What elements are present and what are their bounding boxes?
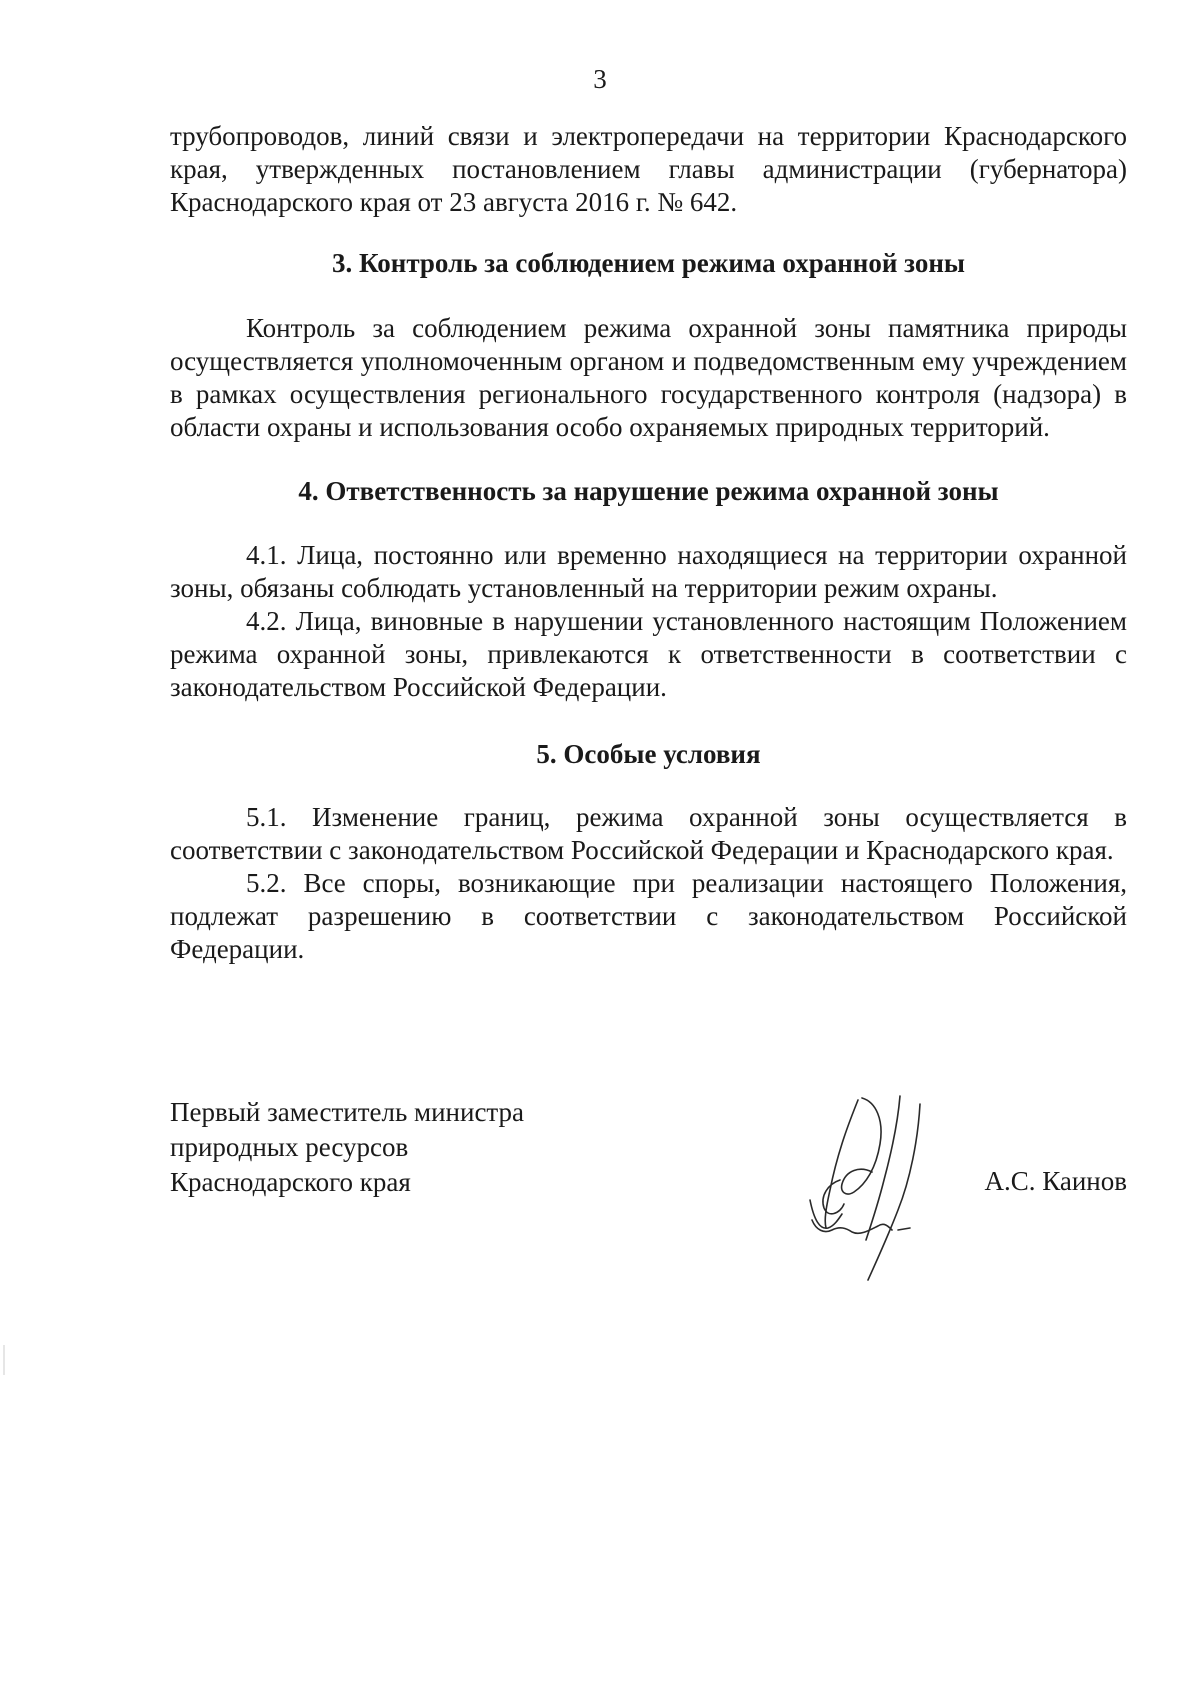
signatory-title-line: природных ресурсов — [170, 1132, 409, 1162]
section-5-2-paragraph: 5.2. Все споры, возникающие при реализации настоящего Положения, подлежат разрешению в соответствии с законодательством Российской Федерации. — [170, 868, 1127, 964]
scan-artifact — [3, 1345, 5, 1375]
signatory-title — [170, 1095, 524, 1200]
section-3-paragraph: Контроль за соблюдением режима охранной зоны памятника природы осуществляется уполномоченным органом и подведомственным ему учреждением в рамках осуществления регионального государственного контроля (надзора) в области охраны и использования особо охраняемых природных территорий. — [170, 313, 1127, 442]
signatory-name: А.С. Каинов — [984, 1166, 1127, 1196]
section-5-heading: 5. Особые условия — [536, 739, 761, 769]
document-body — [170, 120, 1127, 966]
page-number: 3 — [593, 64, 607, 94]
section-4-1-paragraph: 4.1. Лица, постоянно или временно находящиеся на территории охранной зоны, обязаны соблюдать установленный на территории режим охраны. — [170, 540, 1127, 603]
section-4-heading: 4. Ответственность за нарушение режима охранной зоны — [298, 476, 999, 506]
section-5-1-paragraph: 5.1. Изменение границ, режима охранной зоны осуществляется в соответствии с законодательством Российской Федерации и Краснодарского края. — [170, 802, 1127, 865]
intro-paragraph: трубопроводов, линий связи и электропередачи на территории Краснодарского края, утвержденных постановлением главы администрации (губернатора) Краснодарского края от 23 августа 2016 г. № 642. — [170, 121, 1127, 217]
signatory-title-line: Краснодарского края — [170, 1167, 411, 1197]
section-3-heading: 3. Контроль за соблюдением режима охранной зоны — [332, 248, 965, 278]
section-4-2-paragraph: 4.2. Лица, виновные в нарушении установленного настоящим Положением режима охранной зоны, привлекаются к ответственности в соответствии с законодательством Российской Федерации. — [170, 606, 1127, 702]
signatory-title-line: Первый заместитель министра — [170, 1097, 525, 1127]
signature-block — [170, 1095, 1127, 1295]
handwritten-signature — [780, 1080, 980, 1290]
